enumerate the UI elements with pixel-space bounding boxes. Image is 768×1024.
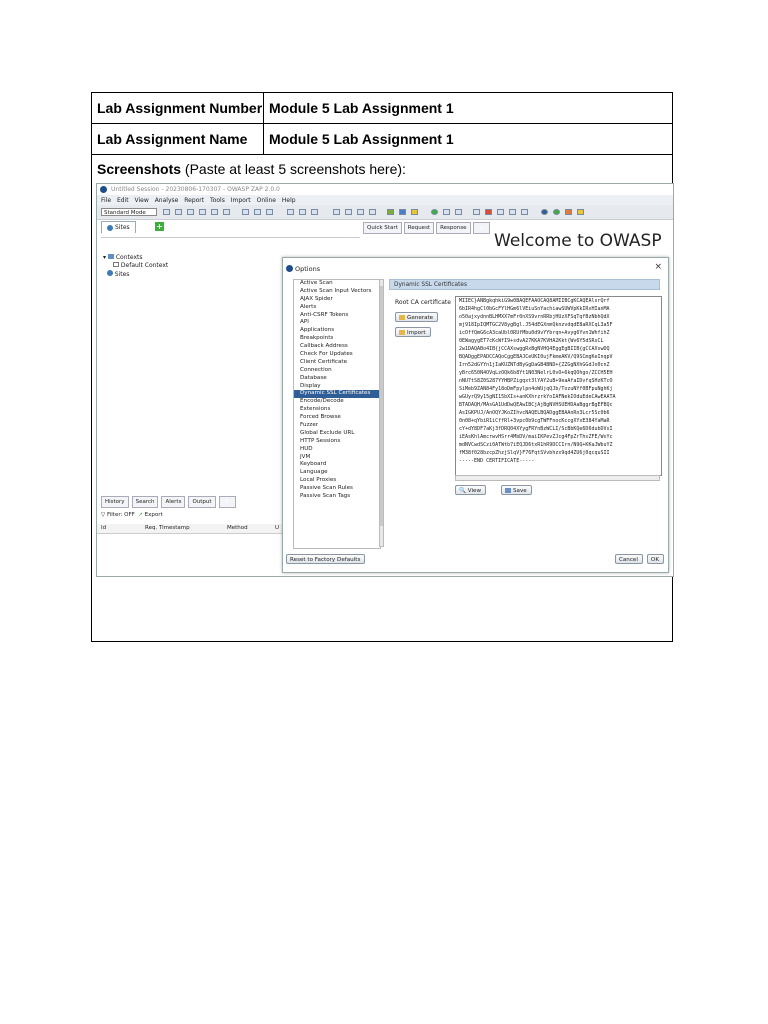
options-list-item[interactable]: Language [300,469,328,476]
menu-report[interactable]: Report [184,197,205,204]
menu-tools[interactable]: Tools [210,197,225,204]
screenshots-note: (Paste at least 5 screenshots here): [181,161,406,177]
scroll-thumb[interactable] [380,286,383,526]
context-icon [113,262,119,267]
close-icon[interactable]: × [654,262,662,272]
dialog-footer-left [286,554,365,564]
filter-icon: ▽ [101,512,106,518]
firefox-icon[interactable] [565,209,572,215]
options-list-item[interactable]: Passive Scan Tags [300,493,351,500]
main-toolbar [97,205,673,220]
record-icon[interactable] [553,209,560,215]
certificate-line: mj918IpIQMTGC2V8ygBgl.J54dEGXnmQknzvdqdE8aRXCqL3a5F [459,322,613,328]
panel-icon[interactable] [311,209,318,215]
certificate-line: yBrc650N4OVqLzOQk6b8Yt1N03NelrL0vO+6kqQOhgo/ZCCH5EH [459,370,613,376]
monitor-icon[interactable] [521,209,528,215]
continue-icon[interactable] [455,209,462,215]
certificate-line: 2w1DAQABo4IB{jCCAXswggRxBgNVHQ4EggEgBIIB{gCCAXswDQ [459,346,610,352]
options-list-item[interactable]: Connection [300,366,332,373]
bottom-tabs [101,496,239,507]
panel-icon[interactable] [369,209,376,215]
panel-icon[interactable] [345,209,352,215]
options-list-item[interactable]: Encode/Decode [300,398,344,405]
screenshots-heading [97,161,406,177]
cancel-button[interactable]: Cancel [615,554,643,564]
dialog-title: Options [295,265,321,273]
certificate-line: cY+dY8DF7aKj3fDRQ04XYygFRYnBzWCLI/ScBbKQe6D6dubDVsI [459,426,613,432]
export-icon: ➚ [138,512,143,518]
section-header: Dynamic SSL Certificates [389,279,660,290]
panel-icon[interactable] [299,209,306,215]
certificate-line: fM38f028bzcpZhzjSlqV}F76FqtSVvbhzx9qd4ZU6j0qcquSII [459,450,610,456]
certificate-line: o50ajxydnnBLHMXX7mFr0nXS9vrnRRbjHUzXFSqTqfBzNbhQdX [459,314,610,320]
globe-icon [107,225,113,231]
tab-search[interactable]: Search [132,496,159,508]
zap-logo-icon [286,265,293,272]
menu-import[interactable]: Import [230,197,251,204]
options-list-item[interactable]: Extensions [300,406,331,413]
tab-response[interactable]: Response [436,222,470,234]
menu-analyse[interactable]: Analyse [154,197,179,204]
panel-icon[interactable] [357,209,364,215]
export-button[interactable]: Export [144,512,163,518]
certificate-line: BTADAQH/MAsGA1UdDwQEAwIBCjAjBgNVHSUEHDAaBggrBgEFBQc [459,402,613,408]
dialog-footer-right [615,554,664,564]
tree-item-default-context[interactable] [103,262,168,270]
options-list-item[interactable]: Database [300,374,327,381]
ok-button[interactable]: OK [647,554,664,564]
options-dialog [282,257,669,573]
lightbulb-icon[interactable] [411,209,418,215]
add-tab-button[interactable]: + [156,222,163,231]
options-list-item[interactable]: Active Scan [300,280,333,286]
certificate-line: 0n08+qYbiR1iCffRl+3vpc0b9cgTWFFnocKccgXYxE384YaMaR [459,418,610,424]
proxy-icon[interactable] [399,209,406,215]
assignment-name-label: Lab Assignment Name [92,124,264,154]
tree-item-contexts[interactable]: ▾ Contexts [103,254,143,261]
options-list-item[interactable]: HTTP Sessions [300,437,341,444]
menu-file[interactable]: File [101,197,112,204]
certificate-line: mdNVCwdSCzi0ATWtb7iEQJD6txR1hR9DCCIrn/N9Q+KKaJWbuYZ [459,442,613,448]
open-session-icon[interactable] [175,209,182,215]
globe-icon [107,270,113,276]
new-session-icon[interactable] [163,209,170,215]
default-context-label: Default Context [120,262,169,269]
certificate-line: AsIGKPUJ/AnOQYJKoZIhvcNAQELBQADggEBAAnRn3Lcr5Sc0b6 [459,410,610,416]
options-list-item[interactable]: Breakpoints [300,335,334,342]
assignment-number-value: Module 5 Lab Assignment 1 [269,100,454,116]
options-list-item[interactable]: Alerts [300,303,317,310]
menu-edit[interactable]: Edit [116,197,129,204]
options-list-item[interactable]: AJAX Spider [300,295,333,302]
generate-label: Generate [407,315,434,321]
options-list-item[interactable]: Dynamic SSL Certificates [294,390,380,398]
break-icon[interactable] [485,209,492,215]
generate-icon [399,315,405,320]
certificate-line: wGUyrQ9y15gNI15bXIs+anKXhrzrkYoIAFNekIOduEdeCAwEAATA [459,394,616,400]
tab-alerts[interactable]: Alerts [161,496,185,508]
tab-quick-start[interactable]: Quick Start [363,222,402,234]
tab-output[interactable]: Output [188,496,215,508]
options-list [293,279,381,549]
layout-icon[interactable] [242,209,249,215]
chrome-icon[interactable] [577,209,584,215]
certificate-line: nNU7tS8Z0S287YYHBPZigqxt3lYAY2uB+9eaAfaIDvfqSHzKTcO [459,378,613,384]
session-props-icon[interactable] [211,209,218,215]
add-tab-button[interactable]: + [473,222,490,234]
options-list-item[interactable]: Anti-CSRF Tokens [300,311,349,318]
sites-tree [103,254,168,279]
col-url[interactable]: U [275,525,280,531]
import-label: Import [407,330,426,336]
certificate-line: 0EWagygET7cKcWfI9+sdvA27KKA7KVHA2Kkt{Wv6Y5dSRsCL [459,338,604,344]
contexts-label: Contexts [115,254,143,261]
assignment-name-value: Module 5 Lab Assignment 1 [269,131,454,147]
assignment-number-label: Lab Assignment Number [92,93,264,123]
options-list-item[interactable]: API [300,319,309,326]
table-row [92,124,672,155]
filter-bar [101,512,163,518]
tab-history[interactable]: History [101,496,129,508]
sites-label: Sites [114,271,130,278]
options-list-item[interactable]: Display [300,382,321,389]
snapshot-icon[interactable] [199,209,206,215]
go-icon[interactable] [431,209,438,215]
drop-icon[interactable] [473,209,480,215]
certificate-line: BQADggEPADCCAQoCggEBAJCeUKI0ujFkmeAKV/Q9SCmgKeInqpV [459,354,613,360]
menu-view[interactable]: View [134,197,149,204]
zap-logo-icon [100,186,107,193]
reset-defaults-button[interactable]: Reset to Factory Defaults [286,554,365,564]
options-list-item[interactable]: Callback Address [300,343,348,350]
import-button[interactable] [395,327,431,337]
welcome-title: Welcome to OWASP [494,231,662,251]
menu-help[interactable]: Help [281,197,296,204]
options-list-item[interactable]: Check For Updates [300,351,353,358]
menu-bar [97,195,673,205]
layout-icon[interactable] [266,209,273,215]
step-icon[interactable] [443,209,450,215]
mode-select[interactable]: Standard Mode [101,208,157,216]
options-list-item[interactable]: Passive Scan Rules [300,485,353,492]
menu-online[interactable]: Online [256,197,276,204]
scan-icon[interactable] [387,209,394,215]
view-button[interactable] [455,485,486,495]
grid-icon[interactable] [497,209,504,215]
root-ca-label: Root CA certificate [395,299,451,306]
folder-icon [399,330,405,335]
certificate-text[interactable] [455,296,662,476]
certificate-line: Irn52dGYYn1jIaKUZNTdByGgDaGB4BND+{ZZGgNXhGGdJo0cnZ [459,362,610,368]
save-button[interactable] [501,485,532,495]
certificate-line: iEAsKhlAmcrwvHSrr4MbDV/maiIKPevZJcg4FpZrThxZFE/WxYc [459,434,613,440]
generate-button[interactable] [395,312,438,322]
options-list-item[interactable]: Forced Browse [300,414,341,421]
panel-icon[interactable] [333,209,340,215]
layout-icon[interactable] [254,209,261,215]
folder-icon [108,254,114,259]
view-label: View [467,488,482,494]
options-list-item[interactable]: Keyboard [300,461,327,468]
hud-icon[interactable] [541,209,548,215]
options-list-item[interactable]: Local Proxies [300,477,337,484]
window-titlebar [97,184,673,195]
save-icon [505,488,511,493]
col-timestamp[interactable]: Req. Timestamp [145,525,190,531]
options-list-item[interactable]: JVM [300,453,311,460]
view-icon: 🔍 [459,488,466,494]
tab-sites[interactable] [101,221,136,233]
table-row [92,93,672,124]
sites-tab-label: Sites [115,224,130,231]
zap-screenshot [96,183,674,577]
tree-item-sites[interactable] [103,270,168,279]
save-label: Save [513,488,527,494]
save-session-icon[interactable] [187,209,194,215]
panel-icon[interactable] [287,209,294,215]
options-list-item[interactable]: Client Certificate [300,358,348,365]
certificate-line: icOffQmG6cA3caUbl0RUfMbu0d9vYYbrqn+Avyg6Yvn1WhfihZ [459,330,610,336]
tab-request[interactable]: Request [404,222,434,234]
options-list-item[interactable]: Global Exclude URL [300,429,355,436]
certificate-line: MIIEC}ANBgkqhkiG9w0BAQEFAAOCAQ8AMIIBCgKCAQEAlsrQrf [459,298,610,304]
options-list-item[interactable]: Fuzzer [300,422,319,429]
window-title: Untitled Session - 20230806-170307 - OWASP ZAP 2.0.0 [111,186,280,193]
col-method[interactable]: Method [227,525,248,531]
screenshots-heading-bold: Screenshots [97,161,182,177]
options-content [389,279,662,547]
options-scrollbar[interactable] [379,279,384,547]
certificate-line: SiMeb9ZAN84Fy18oDmFpylpn4oWUjqQJb/TozuNYf0BFpuNghKj [459,386,613,392]
options-list-item[interactable]: Applications [300,327,335,334]
options-list-item[interactable]: Active Scan Input Vectors [300,287,372,294]
options-icon[interactable] [223,209,230,215]
filter-button[interactable]: Filter: OFF [106,512,135,518]
certificate-scrollbar[interactable] [455,475,660,481]
workspace-tabs [363,222,492,234]
options-list-item[interactable]: HUD [300,445,313,452]
certificate-line: -----END CERTIFICATE----- [459,458,535,464]
add-tab-button[interactable]: + [219,496,236,508]
bar-icon[interactable] [509,209,516,215]
certificate-line: 6bIR4hgCl0bGcFYlHGm6lVEiuSnYachiawSUWVpKkIRxHIanMA [459,306,610,312]
col-id[interactable]: Id [101,525,107,531]
